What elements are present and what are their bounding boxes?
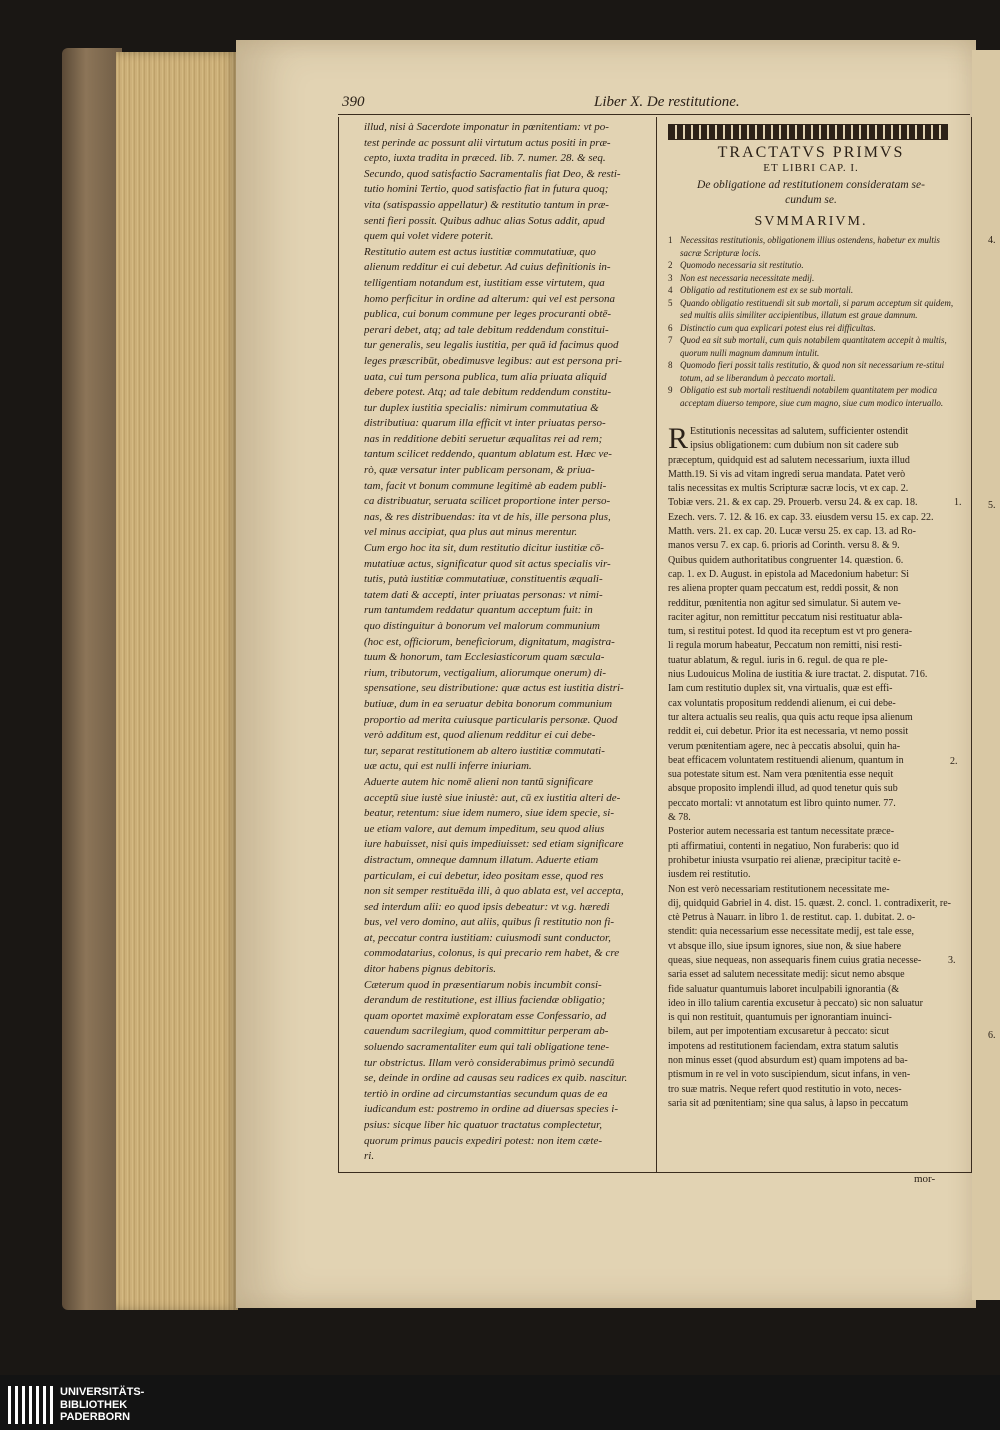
text-line: præceptum, quidquid est ad salutem necessarium, iuxta illud <box>668 454 910 466</box>
summary-item <box>668 259 954 272</box>
text-line: Secundo, quod satisfactio Sacramentalis fiat Deo, & resti- <box>364 167 621 180</box>
text-line: vel minus accipiat, qua plus aut minus merentur. <box>364 526 578 539</box>
text-line: soluendo sacramentaliter eum qui tali obligatione tene- <box>364 1041 610 1054</box>
summary-number: 1 <box>668 235 673 245</box>
drop-capital: R <box>668 422 689 455</box>
text-line: quam oportet maximè exploratam esse Confessario, ad <box>364 1009 607 1022</box>
text-line: vt absque illo, siue ipsum ignores, siue non, & siue habere <box>668 940 902 952</box>
summary-number: 9 <box>668 385 673 395</box>
margin-number: 3. <box>948 955 956 966</box>
text-line: impotens ad restitutionem faciendam, extra statum salutis <box>668 1040 899 1052</box>
text-line: beat efficacem voluntatem restituendi alienum, quantum in <box>668 754 904 766</box>
page-edges <box>116 52 238 1310</box>
summary-text: Obligatio ad restitutionem est ex se sub mortali. <box>680 285 854 295</box>
text-line: tur altera actualis seu realis, qua quis actu reque ipsa alienum <box>668 711 913 723</box>
margin-number: 2. <box>950 756 958 767</box>
summary-number: 4 <box>668 285 673 295</box>
treatise-title: TRACTATVS PRIMVS <box>717 144 905 161</box>
text-line: proportio ad merita cuiusque particularis personæ. Quod <box>364 713 618 726</box>
text-line: pti affirmatiui, contenti in negatiuo, Non furaberis: quo id <box>668 840 899 852</box>
text-line: saria esset ad salutem necessitate medij: sicut nemo absque <box>668 969 905 981</box>
chapter-heading-line: cundum se. <box>785 194 837 206</box>
text-line: tur generalis, seu legalis iustitia, per quā id facimus quod <box>364 339 619 352</box>
text-line: nas in redditione debiti seruetur æqualitas rei ad rem; <box>364 432 603 445</box>
text-line: bilem, aut per impotentiam excusaretur à peccato: sicut <box>668 1026 890 1038</box>
summary-item <box>668 272 954 285</box>
chapter-heading-line: De obligatione ad restitutionem consideratam se- <box>697 179 925 191</box>
summary-number: 7 <box>668 335 673 345</box>
text-line: Estitutionis necessitas ad salutem, sufficienter ostendit <box>690 426 909 437</box>
logo-text: UNIVERSITÄTS- BIBLIOTHEK PADERBORN <box>60 1386 145 1423</box>
text-line: vita (satispassio appellatur) & restitutio tantum in præ- <box>364 198 609 211</box>
text-line: bus, vel vero domino, aut aliis, quibus ſi restitutio non fi- <box>364 916 615 929</box>
text-line: verò additum est, quod alienum redditur ei cui debe- <box>364 729 596 742</box>
text-line: spensatione, seu distributione: quæ actus est iustitia distri- <box>364 682 624 695</box>
text-line: fide saluatur quantumuis laboret inculpabili ignorantia (& <box>668 983 900 995</box>
left-column <box>364 120 654 1170</box>
text-line: illud, nisi à Sacerdote imponatur in pœnitentiam: vt po- <box>364 121 609 133</box>
text-line: Posterior autem necessaria est tantum necessitate præce- <box>668 826 895 838</box>
text-line: iusdem rei restitutio. <box>668 869 751 881</box>
text-line: sed interdum alii: eo quod ipsis debeatur: vt v.g. hæredi <box>364 900 610 913</box>
text-line: ctè Petrus à Nauarr. in libro 1. de restitut. cap. 1. dubitat. 2. o- <box>668 912 916 924</box>
text-line: reddit ei, cui debetur. Prior ita est necessaria, vt nemo possit <box>668 726 909 738</box>
right-column <box>668 124 954 1111</box>
text-line: tatem dati & accepti, inter priuatas personas: vt nimi- <box>364 588 603 601</box>
text-line: ditor habens pignus debitoris. <box>364 963 497 976</box>
text-line: butiuæ, dum in ea seruatur debita bonorum communium <box>364 697 613 710</box>
right-body-text <box>668 422 954 1111</box>
summary-list <box>668 234 954 409</box>
text-line: Iam cum restitutio duplex sit, vna virtualis, quæ est effi- <box>668 683 893 695</box>
summary-text: Necessitas restitutionis, obligationem illius ostendens, habetur ex multis sacræ Scripturæ locis. <box>680 235 940 258</box>
text-line: cepto, iuxta tradita in præced. lib. 7. numer. 28. & seq. <box>364 152 606 165</box>
summary-item <box>668 234 954 259</box>
text-line: rò, quæ versatur inter publicam personam, & priua- <box>364 464 595 477</box>
summary-item <box>668 334 954 359</box>
text-line: Restitutio autem est actus iustitiæ commutatiuæ, quo <box>364 245 596 258</box>
text-line: tutis, putà iustitiæ commutatiuæ, constituentis æquali- <box>364 573 603 586</box>
column-divider <box>656 117 657 1172</box>
text-line: homo perficitur in ordine ad alterum: qui vel est persona <box>364 292 616 305</box>
text-line: stendit: quia necessarium esse necessitate medij, est tale esse, <box>668 926 915 938</box>
text-line: ue etiam valore, aut demum impeditum, seu quod alius <box>364 822 605 835</box>
text-line: quorum primus paucis expediri potest: non item cæte- <box>364 1134 602 1147</box>
summary-item <box>668 359 954 384</box>
text-line: tro suæ matris. Neque refert quod restitutio in voto, neces- <box>668 1083 902 1095</box>
text-line: rium, tributorum, vectigalium, aliorumque onerum) di- <box>364 666 606 679</box>
text-line: mutatiuæ actus, significatur quod sit actus specialis vir- <box>364 557 611 570</box>
summary-text: Quod ea sit sub mortali, cum quis notabilem quantitatem accepit à multis, quorum nulli magnum damnum intulit. <box>680 335 947 358</box>
text-line: psius: sicque liber hic quatuor tractatus complectetur, <box>364 1119 602 1131</box>
text-line: nas, & res distribuendas: ita vt de his, ille persona plus, <box>364 510 611 523</box>
library-logo <box>8 1386 158 1426</box>
text-line: ri. <box>364 1150 375 1163</box>
text-line: cap. 1. ex D. August. in epistola ad Macedonium habetur: Si <box>668 568 910 580</box>
logo-bars-icon <box>8 1386 56 1424</box>
margin-number: 6. <box>988 1030 996 1041</box>
catchword: mor- <box>914 1173 936 1185</box>
text-line: absque proposito implendi illud, ad quod tenetur quis sub <box>668 783 898 795</box>
text-line: cax voluntatis propositum reddendi alienum, ei cui debe- <box>668 697 896 709</box>
text-line: distributiua: quarum illa efficit vt inter priuatas perso- <box>364 417 606 430</box>
text-line: & 78. <box>668 812 691 824</box>
next-page-edge <box>972 50 1000 1300</box>
text-line: verum pœnitentiam agere, nec à peccatis absolui, quin ha- <box>668 740 901 752</box>
text-line: tertiò in ordine ad circumstantias secundum quas de ea <box>364 1087 608 1100</box>
text-line: perari debet, atq; ad tale debitum reddendum constitui- <box>364 323 609 336</box>
text-line: li regula morum habeatur, Peccatum non remitti, nisi resti- <box>668 640 902 652</box>
summary-text: Obligatio est sub mortali restituendi notabilem quantitatem per modica acceptam diuerso tempore, siue cum magno, siue cum modico interuallo. <box>680 385 944 408</box>
text-line: cauendum sacrilegium, quod committitur perperam ab- <box>364 1025 609 1038</box>
summary-number: 3 <box>668 272 673 283</box>
text-line: ca distribuatur, seruata scilicet proportione inter perso- <box>364 495 611 508</box>
text-line: Matth. vers. 21. ex cap. 20. Lucæ versu 25. ex cap. 13. ad Ro- <box>668 526 916 538</box>
text-line: distractum, omneque damnum illatum. Aduerte etiam <box>364 853 599 866</box>
text-line: dij, quidquid Gabriel in 4. dist. 15. quæst. 2. concl. 1. contradixerit, re- <box>668 897 952 909</box>
text-line: Cæterum quod in præsentiarum nobis incumbit consi- <box>364 978 602 991</box>
summary-title: SVMMARIVM. <box>754 214 868 229</box>
summary-text: Quomodo fieri possit talis restitutio, & quod non sit necessarium re-stitui totum, ad se liberandum à peccato mortali. <box>680 360 945 383</box>
text-line: non sit semper restituēda illi, à quo ablata est, vel accepta, <box>364 885 624 898</box>
text-line: senti fieri possit. Quibus adhuc alias Sotus addit, apud <box>364 214 605 227</box>
summary-text: Quando obligatio restituendi sit sub mortali, si parum acceptum sit quidem, sed multis aliis similiter accipientibus, illatum est graue damnum. <box>680 297 954 320</box>
text-line: iudicandum est: postremo in ordine ad diuersas species i- <box>364 1103 618 1116</box>
text-line: derandum de restitutione, est illius faciendæ obligatio; <box>364 994 606 1007</box>
text-line: tur obstrictus. Illam verò considerabimus primò secundū <box>364 1056 615 1069</box>
book-cover <box>62 48 122 1310</box>
text-line: redditur, pœnitentia non agitur sed simulatur. Si autem ve- <box>668 597 901 609</box>
text-line: queas, siue nequeas, non assequaris finem cuius gratia necesse- <box>668 954 922 966</box>
text-line: is qui non restituit, quantumuis per ignorantiam inuinci- <box>668 1012 892 1024</box>
text-line: at, peccatur contra iustitiam: cuiusmodi sunt conductor, <box>364 931 611 944</box>
summary-number: 2 <box>668 260 673 270</box>
margin-number: 1. <box>954 497 962 508</box>
summary-number: 8 <box>668 360 673 370</box>
text-line: ideo in illo talium carentia excusetur à peccato) sic non saluatur <box>668 997 923 1009</box>
text-line: tuatur ablatum, & regul. iuris in 6. regul. de qua re ple- <box>668 654 888 666</box>
text-line: telligentiam notandum est, iustitiam esse virtutem, qua <box>364 276 605 289</box>
summary-number: 5 <box>668 297 673 308</box>
text-line: se, deinde in ordine ad causas seu radices ex quib. nascitur. <box>364 1072 628 1085</box>
text-line: test perinde ac possunt alii virtutum actus positi in præ- <box>364 136 611 149</box>
summary-text: Quomodo necessaria sit restitutio. <box>680 260 804 270</box>
page-number: 390 <box>342 94 365 110</box>
text-line: Ezech. vers. 7. 12. & 16. ex cap. 33. eiusdem versu 15. ex cap. 22. <box>668 511 934 523</box>
ornament-band <box>668 124 948 140</box>
text-line: Quibus quidem authoritatibus congruenter 14. quæstion. 6. <box>668 554 904 566</box>
text-line: Matth.19. Si vis ad vitam ingredi serua mandata. Patet verò <box>668 468 906 480</box>
text-line: Non est verò necessariam restitutionem necessitate me- <box>668 883 890 895</box>
text-line: Aduerte autem hic nomē alieni non tantū significare <box>364 775 594 788</box>
text-line: tuum & honorum, tam Ecclesiasticorum quam sæcula- <box>364 651 605 664</box>
text-line: beatur, retentum: siue idem numero, siue idem specie, si- <box>364 807 614 820</box>
summary-item <box>668 297 954 322</box>
text-line: uata, cui tum persona publica, tum alia priuata aliquid <box>364 370 607 383</box>
text-line: raciter agitur, non remittitur peccatum nisi restituatur abla- <box>668 611 903 623</box>
text-line: manos versu 7. ex cap. 6. prioris ad Corinth. versu 8. & 9. <box>668 540 900 552</box>
text-line: commodatarius, colonus, is qui precario rem habet, & cre <box>364 947 620 960</box>
text-line: Tobiæ vers. 21. & ex cap. 29. Prouerb. versu 24. & ex cap. 18. <box>668 497 918 509</box>
summary-text: Distinctio cum qua explicari potest eius rei difficultas. <box>680 322 876 333</box>
text-line: debere potest. Atq; ad tale debitum reddendum constitu- <box>364 386 612 399</box>
summary-item <box>668 284 954 297</box>
text-line: non minus esset (quod absurdum est) quam impotens ad ba- <box>668 1055 908 1067</box>
summary-number: 6 <box>668 322 673 333</box>
text-line: tur, separat restitutionem ab altero iustitiæ commutati- <box>364 744 605 757</box>
text-line: tur duplex iustitia specialis: nimirum commutatiua & <box>364 401 599 414</box>
text-line: sua potestate situm est. Nam vera pœnitentia esse nequit <box>668 769 894 781</box>
text-line: tutio homini Tertio, quod satisfactio fiat in futura quoq; <box>364 183 609 196</box>
chapter-subtitle: ET LIBRI CAP. I. <box>763 162 859 174</box>
text-line: ipsius obligationem: cum dubium non sit cadere sub <box>690 440 899 452</box>
text-line: saria sit ad pœnitentiam; sine qua salus, à lapso in peccatum <box>668 1097 909 1109</box>
text-line: alienum redditur ei cui debetur. Ad cuius definitionis in- <box>364 261 611 274</box>
summary-item <box>668 322 954 335</box>
margin-number: 5. <box>988 500 996 511</box>
text-line: ptismum in re vel in voto suscipiendum, sicut infans, in ven- <box>668 1069 911 1081</box>
running-head: Liber X. De restitutione. <box>594 94 740 110</box>
text-line: peccato mortali: vt annotatum est libro quinto numer. 77. <box>668 797 896 809</box>
text-line: tum, si restitui potest. Id quod ita receptum est vt pro genera- <box>668 626 913 638</box>
text-line: acceptū siue iustè siue iniustè: aut, cū ex iustitia alteri de- <box>364 791 621 804</box>
text-line: nius Ludouicus Molina de iustitia & iure tractat. 2. disputat. 716. <box>668 669 928 681</box>
text-line: uæ actu, qui est nulli inferre iniuriam. <box>364 760 532 773</box>
summary-item <box>668 384 954 409</box>
page-header <box>338 94 970 115</box>
text-line: quo distinguitur à bonorum vel malorum communium <box>364 620 600 632</box>
text-line: Cum ergo hoc ita sit, dum restitutio dicitur iustitiæ cō- <box>364 542 604 555</box>
text-line: res aliena propter quam peccatum est, reddi possit, & non <box>668 583 899 595</box>
text-line: particulam, ei cui debetur, ideo positam esse, quod res <box>364 869 604 882</box>
text-line: rum tantumdem reddatur quantum acceptum fuit: in <box>364 604 593 617</box>
text-line: tantum scilicet reddendo, quantum ablatum est. Hæc ve- <box>364 448 612 461</box>
summary-text: Non est necessaria necessitate medij. <box>680 272 815 283</box>
text-line: leges præscribūt, obedimusve legibus: aut est persona pri- <box>364 354 622 367</box>
text-line: iure habuisset, nisi quis impediuisset: sed etiam significare <box>364 838 624 851</box>
margin-number: 4. <box>988 235 996 246</box>
text-line: talis necessitas ex multis Scripturæ sacræ locis, vt ex cap. 2. <box>668 483 909 495</box>
text-line: prohibetur iniusta vsurpatio rei alienæ, præcipitur tacitè e- <box>668 854 901 866</box>
text-line: quem qui volet videre poterit. <box>364 230 494 243</box>
text-line: publica, cui bonum commune per leges procuranti obtē- <box>364 308 612 321</box>
text-line: (hoc est, officiorum, beneficiorum, dignitatum, magistra- <box>364 635 615 648</box>
text-line: tam, facit vt bonum commune legitimè ab eadem publi- <box>364 479 607 492</box>
